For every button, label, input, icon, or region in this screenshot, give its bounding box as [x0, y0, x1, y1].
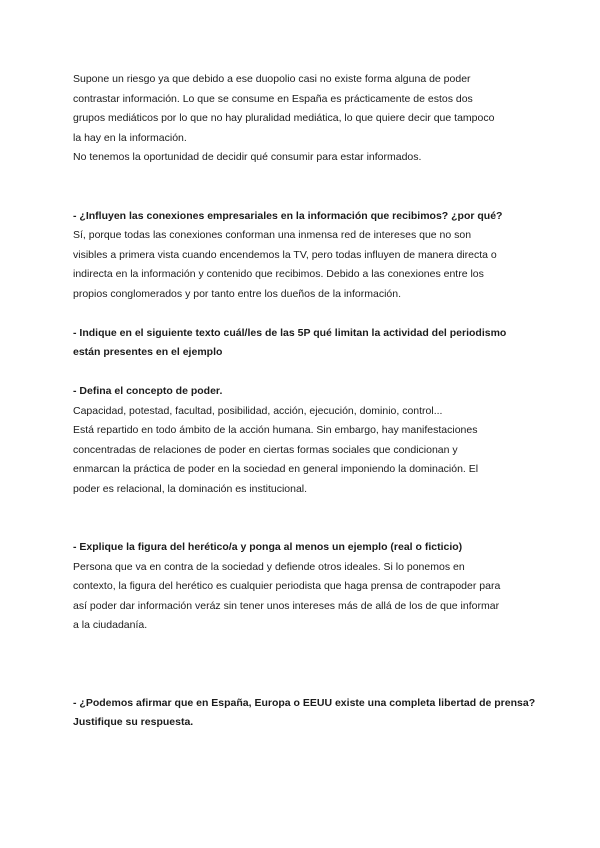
- answer-4: [73, 558, 533, 636]
- question-2-line: están presentes en el ejemplo: [73, 346, 223, 358]
- question-3: [73, 382, 533, 402]
- spacer: [73, 636, 533, 694]
- document-body: [73, 70, 536, 733]
- question-5: [73, 694, 536, 733]
- question-4: [73, 538, 533, 558]
- answer-line: Capacidad, potestad, facultad, posibilidad, acción, ejecución, dominio, control...: [73, 404, 443, 417]
- answer-line: visibles a primera vista cuando encendemos la TV, pero todas influyen de manera directa o: [73, 248, 497, 261]
- answer-1: [73, 226, 533, 304]
- intro-line: la hay en la información.: [73, 131, 187, 144]
- answer-line: propios conglomerados y por tanto entre los dueños de la información.: [73, 287, 402, 300]
- answer-line: indirecta en la información y contenido que recibimos. Debido a las conexiones entre los: [73, 268, 484, 280]
- question-1-text: - ¿Influyen las conexiones empresariales en la información que recibimos? ¿por qué?: [73, 209, 503, 222]
- intro-line: grupos mediáticos por lo que no hay pluralidad mediática, lo que quiere decir que tampoco: [73, 112, 495, 124]
- answer-line: Está repartido en todo ámbito de la acción humana. Sin embargo, hay manifestaciones: [73, 424, 478, 436]
- answer-line: Sí, porque todas las conexiones conforman una inmensa red de intereses que no son: [73, 229, 472, 241]
- answer-line: concentradas de relaciones de poder en ciertas formas sociales que condicionan y: [73, 443, 458, 456]
- question-1: [73, 207, 533, 227]
- spacer: [73, 499, 533, 538]
- question-4-text: - Explique la figura del herético/a y ponga al menos un ejemplo (real o ficticio): [73, 541, 463, 553]
- intro-line: Supone un riesgo ya que debido a ese duopolio casi no existe forma alguna de poder: [73, 73, 471, 85]
- answer-line: así poder dar información veráz sin tener unos intereses más de allá de los de que informar: [73, 599, 500, 612]
- answer-line: contexto, la figura del herético es cualquier periodista que haga prensa de contrapoder para: [73, 580, 501, 592]
- spacer: [73, 168, 533, 207]
- answer-line: enmarcan la práctica de poder en la sociedad en general imponiendo la dominación. El: [73, 463, 479, 475]
- spacer: [73, 363, 533, 383]
- question-2-line: - Indique en el siguiente texto cuál/les de las 5P qué limitan la actividad del periodismo: [73, 326, 507, 339]
- intro-line: contrastar información. Lo que se consume en España es prácticamente de estos dos: [73, 92, 473, 105]
- answer-line: a la ciudadanía.: [73, 619, 148, 631]
- answer-3: [73, 402, 533, 500]
- spacer: [73, 304, 533, 324]
- question-5-line: Justifique su respuesta.: [73, 716, 194, 728]
- question-2: [73, 324, 533, 363]
- intro-paragraph: [73, 70, 533, 168]
- intro-line: No tenemos la oportunidad de decidir qué consumir para estar informados.: [73, 151, 422, 163]
- answer-line: Persona que va en contra de la sociedad y defiende otros ideales. Si lo ponemos en: [73, 560, 465, 573]
- question-5-line: - ¿Podemos afirmar que en España, Europa o EEUU existe una completa libertad de prensa?: [73, 696, 536, 709]
- question-3-text: - Defina el concepto de poder.: [73, 385, 223, 397]
- answer-line: poder es relacional, la dominación es institucional.: [73, 482, 308, 495]
